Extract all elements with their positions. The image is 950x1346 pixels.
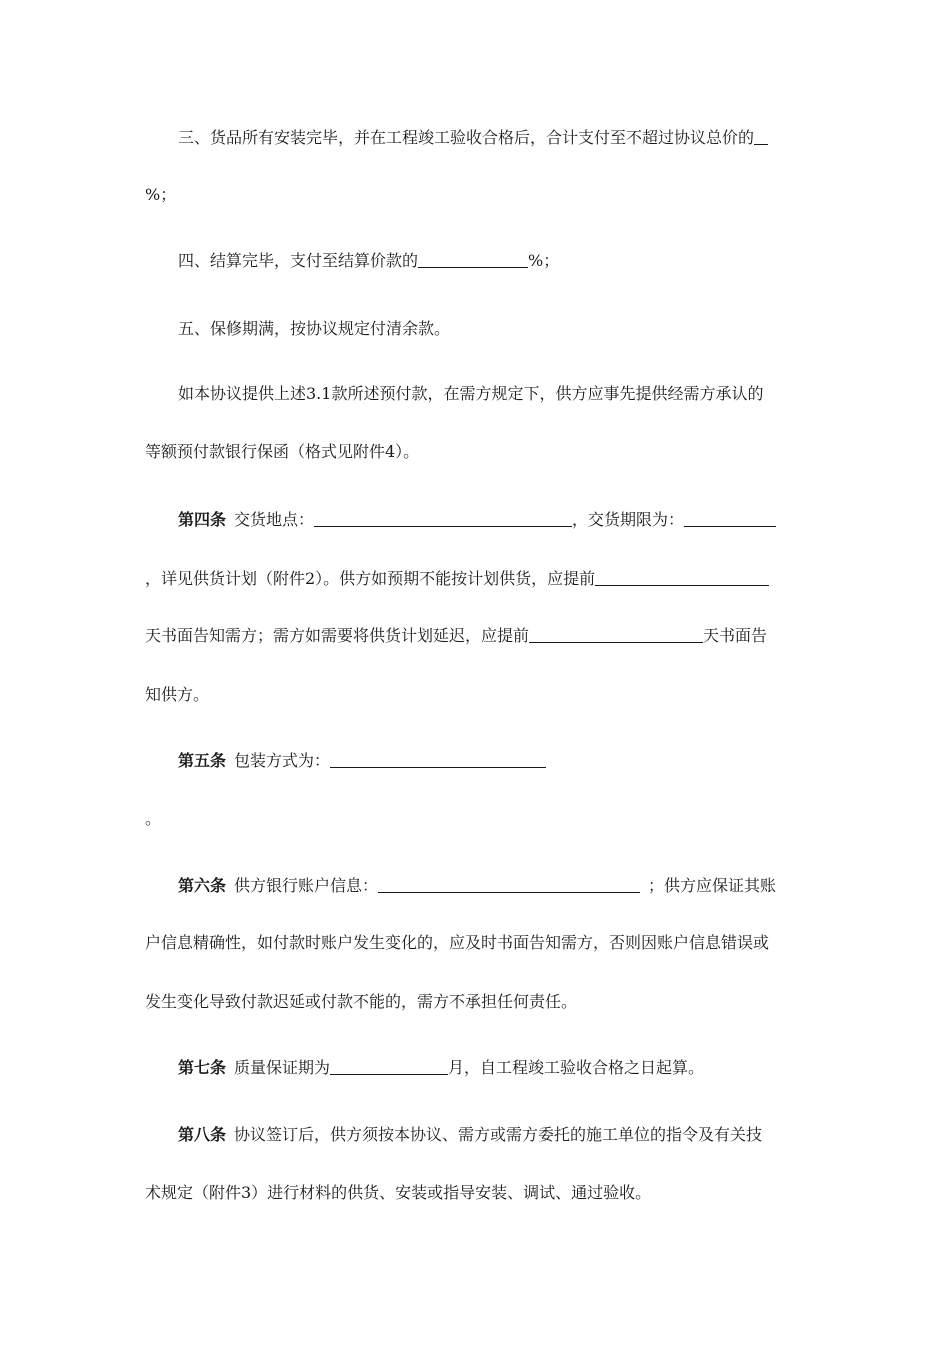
buyer-notice-days-blank[interactable] (529, 624, 703, 643)
article-6-heading: 第六条 (178, 876, 227, 895)
bank-account-blank[interactable] (378, 874, 640, 893)
article-4-text-2: ，详见供货计划（附件2）。供方如预期不能按计划供货，应提前 (145, 569, 596, 588)
article-6-text-3: 发生变化导致付款迟延或付款不能的，需方不承担任何责任。 (145, 992, 578, 1011)
delivery-deadline-label: ，交货期限为： (572, 510, 685, 529)
prepayment-text-1: 如本协议提供上述3.1款所述预付款，在需方规定下，供方应事先提供经需方承认的 (178, 384, 764, 403)
clause-3-percent-sign: %； (145, 185, 177, 204)
warranty-label: 质量保证期为 (234, 1058, 331, 1077)
article-7-heading: 第七条 (178, 1058, 227, 1077)
article-4-text-3a: 天书面告知需方；需方如需要将供货计划延迟，应提前 (145, 626, 530, 645)
clause-4-text: 四、结算完毕，支付至结算价款的 (178, 251, 419, 270)
clause-3-line-2 (145, 182, 810, 208)
article-4-text-3b: 天书面告 (703, 626, 768, 645)
prepayment-text-2: 等额预付款银行保函（格式见附件4）。 (145, 442, 420, 461)
article-4-heading: 第四条 (178, 510, 227, 529)
article-6-text-1b: ；供方应保证其账 (648, 876, 777, 895)
prepayment-line-1 (178, 381, 810, 407)
article-5-period: 。 (145, 809, 162, 828)
clause-4-line (178, 248, 810, 274)
article-6-line-3 (145, 989, 810, 1015)
article-4-line-4 (145, 682, 810, 708)
delivery-location-blank[interactable] (314, 508, 572, 527)
article-4-line-3 (145, 623, 810, 649)
clause-3-percent-blank[interactable] (754, 126, 768, 145)
article-5-line-1 (178, 748, 810, 774)
prepayment-line-2 (145, 439, 810, 465)
article-8-line-2 (145, 1180, 810, 1206)
bank-account-label: 供方银行账户信息： (234, 876, 379, 895)
article-6-text-2: 户信息精确性，如付款时账户发生变化的，应及时书面告知需方，否则因账户信息错误或 (145, 933, 770, 952)
packaging-blank[interactable] (330, 749, 546, 768)
clause-3-line-1 (178, 125, 810, 151)
article-5-line-2 (145, 806, 810, 832)
delivery-location-label: 交货地点： (234, 510, 315, 529)
article-8-line-1 (178, 1122, 810, 1148)
clause-5-text: 五、保修期满，按协议规定付清余款。 (178, 319, 451, 338)
article-8-text-2: 术规定（附件3）进行材料的供货、安装或指导安装、调试、通过验收。 (145, 1183, 652, 1202)
article-7-line (178, 1055, 810, 1081)
supplier-notice-days-blank[interactable] (595, 567, 769, 586)
article-4-line-2 (145, 566, 810, 592)
clause-5-line (178, 316, 810, 342)
warranty-months-blank[interactable] (330, 1056, 448, 1075)
article-6-line-1 (178, 873, 810, 899)
warranty-text: 月，自工程竣工验收合格之日起算。 (448, 1058, 705, 1077)
article-4-line-1 (178, 507, 810, 533)
packaging-label: 包装方式为： (234, 751, 331, 770)
delivery-deadline-blank[interactable] (684, 508, 776, 527)
clause-4-percent-sign: %； (528, 251, 560, 270)
article-5-heading: 第五条 (178, 751, 227, 770)
clause-4-percent-blank[interactable] (418, 249, 528, 268)
clause-3-text: 三、货品所有安装完毕，并在工程竣工验收合格后，合计支付至不超过协议总价的 (178, 128, 755, 147)
article-6-line-2 (145, 930, 810, 956)
article-8-text-1: 协议签订后，供方须按本协议、需方或需方委托的施工单位的指令及有关技 (234, 1125, 763, 1144)
article-4-text-4: 知供方。 (145, 685, 210, 704)
article-8-heading: 第八条 (178, 1125, 227, 1144)
